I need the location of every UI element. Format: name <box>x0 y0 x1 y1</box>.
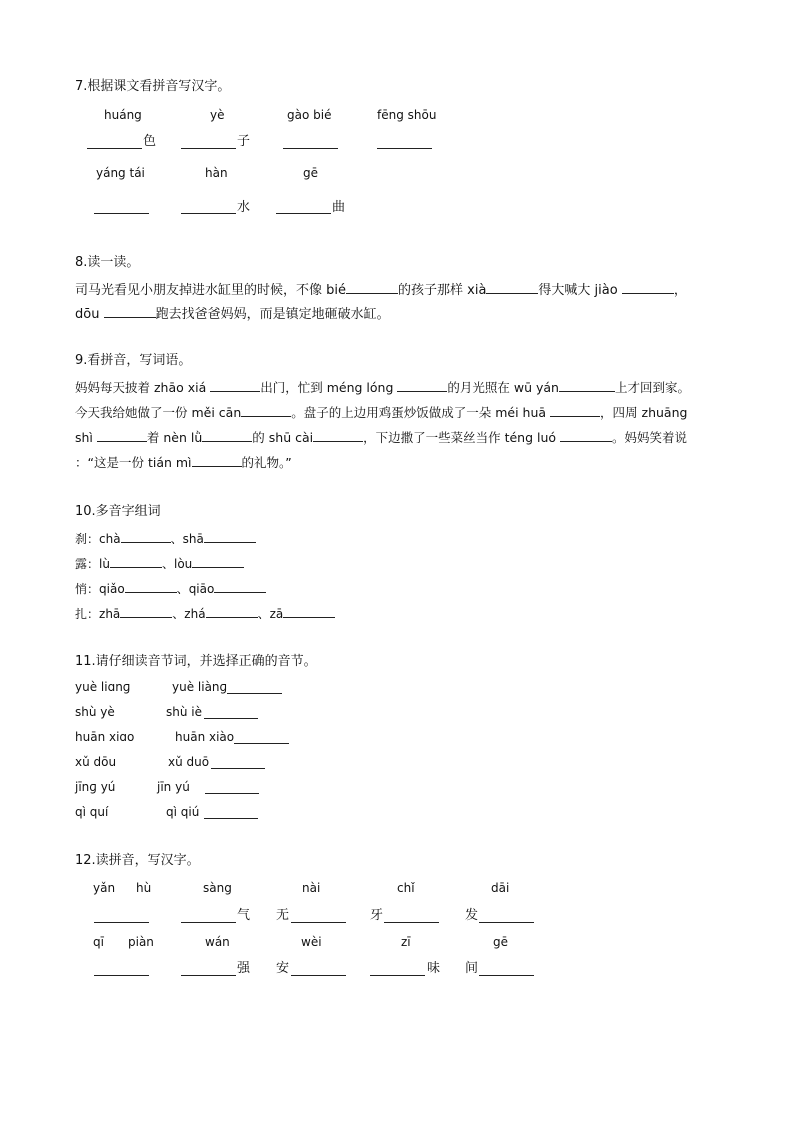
answer-blank[interactable] <box>313 429 363 442</box>
syllable-option: yuè liànɡ <box>172 680 228 694</box>
hanzi: 牙 <box>370 908 384 923</box>
pinyin: hàn <box>205 166 228 180</box>
q9-line2: 今天我给她做了一份 měi cān 。盘子的上边用鸡蛋炒饭做成了一朵 méi huā ，四周 zhuāng <box>75 405 688 420</box>
q10-row: 露：lù 、lòu <box>75 555 244 572</box>
pinyin: yǎn <box>93 881 116 895</box>
pinyin: piàn <box>128 935 154 949</box>
pinyin: fēng shōu <box>377 108 437 122</box>
hanzi: 曲 <box>332 200 346 215</box>
answer-blank[interactable] <box>479 922 534 923</box>
pinyin: wán <box>205 935 230 949</box>
answer-blank[interactable] <box>486 281 538 294</box>
syllable-option: jīnɡ yú <box>75 780 116 794</box>
syllable-option: huān xiɑo <box>75 730 135 744</box>
answer-blank[interactable] <box>202 429 252 442</box>
q10-row: 悄：qiǎo 、qiāo <box>75 580 266 597</box>
q10-title: 10.多音字组词 <box>75 504 161 519</box>
hanzi: 间 <box>465 961 479 976</box>
answer-blank[interactable] <box>346 281 398 294</box>
pinyin: gào bié <box>287 108 332 122</box>
pinyin: qī <box>93 935 104 949</box>
answer-blank[interactable] <box>550 404 600 417</box>
answer-blank[interactable] <box>204 718 258 719</box>
answer-blank[interactable] <box>125 580 177 593</box>
answer-blank[interactable] <box>214 580 266 593</box>
q10-row: 刹：chà 、shā <box>75 530 256 547</box>
answer-blank[interactable] <box>104 305 156 318</box>
answer-blank[interactable] <box>622 281 674 294</box>
answer-blank[interactable] <box>192 454 242 467</box>
pinyin: chǐ <box>397 881 415 895</box>
pinyin: sàng <box>203 881 232 895</box>
hanzi: 味 <box>427 961 441 976</box>
answer-blank[interactable] <box>181 148 236 149</box>
answer-blank[interactable] <box>276 213 331 214</box>
syllable-option: huān xiào <box>175 730 235 744</box>
answer-blank[interactable] <box>94 975 149 976</box>
syllable-option: yuè liɑnɡ <box>75 680 131 694</box>
answer-blank[interactable] <box>384 922 439 923</box>
pinyin: nài <box>302 881 321 895</box>
answer-blank[interactable] <box>560 429 612 442</box>
answer-blank[interactable] <box>97 429 147 442</box>
syllable-option: shù yè <box>75 705 115 719</box>
pinyin: yáng tái <box>96 166 145 180</box>
hanzi: 子 <box>237 134 251 149</box>
pinyin: yè <box>210 108 225 122</box>
answer-blank[interactable] <box>227 693 282 694</box>
syllable-option: shù iè <box>166 705 202 719</box>
q12-title: 12.读拼音，写汉字。 <box>75 853 200 868</box>
answer-blank[interactable] <box>181 213 236 214</box>
answer-blank[interactable] <box>210 379 260 392</box>
answer-blank[interactable] <box>87 148 142 149</box>
q9-title: 9.看拼音，写词语。 <box>75 353 192 368</box>
answer-blank[interactable] <box>234 743 289 744</box>
answer-blank[interactable] <box>110 555 162 568</box>
answer-blank[interactable] <box>283 605 335 618</box>
q8-line2: dōu 跑去找爸爸妈妈，而是镇定地砸破水缸。 <box>75 307 390 322</box>
hanzi: 安 <box>276 961 290 976</box>
answer-blank[interactable] <box>120 605 172 618</box>
syllable-option: qì quí <box>75 805 109 819</box>
q8-line1: 司马光看见小朋友掉进水缸里的时候，不像 bié 的孩子那样 xià 得大喊大 jiào ， <box>75 283 687 298</box>
hanzi: 发 <box>465 908 479 923</box>
pinyin: dāi <box>491 881 510 895</box>
q9-line1: 妈妈每天披着 zhāo xiá 出门，忙到 méng lóng 的月光照在 wū yán 上才回到家。 <box>75 380 690 395</box>
hanzi: 水 <box>237 200 251 215</box>
pinyin: wèi <box>301 935 322 949</box>
q8-title: 8.读一读。 <box>75 255 140 270</box>
answer-blank[interactable] <box>94 213 149 214</box>
answer-blank[interactable] <box>291 975 346 976</box>
pinyin: zī <box>401 935 411 949</box>
answer-blank[interactable] <box>291 922 346 923</box>
hanzi: 无 <box>276 908 290 923</box>
syllable-option: xǔ dōu <box>75 755 117 769</box>
answer-blank[interactable] <box>211 768 265 769</box>
q9-line3: shì 着 nèn lǜ 的 shū cài ，下边撒了一些菜丝当作 téng luó 。妈妈笑着说 <box>75 430 688 445</box>
pinyin: huáng <box>104 108 142 122</box>
answer-blank[interactable] <box>283 148 338 149</box>
q10-row: 扎：zhā 、zhá 、zā <box>75 605 335 622</box>
syllable-option: xǔ duō <box>168 755 210 769</box>
syllable-option: jīn yú <box>157 780 190 794</box>
answer-blank[interactable] <box>181 922 236 923</box>
answer-blank[interactable] <box>479 975 534 976</box>
q7-title: 7.根据课文看拼音写汉字。 <box>75 79 231 94</box>
answer-blank[interactable] <box>377 148 432 149</box>
pinyin: hù <box>136 881 152 895</box>
answer-blank[interactable] <box>204 818 258 819</box>
hanzi: 色 <box>143 134 157 149</box>
q11-title: 11.请仔细读音节词，并选择正确的音节。 <box>75 654 317 669</box>
answer-blank[interactable] <box>121 530 171 543</box>
hanzi: 强 <box>237 961 251 976</box>
answer-blank[interactable] <box>181 975 236 976</box>
pinyin: gē <box>303 166 318 180</box>
answer-blank[interactable] <box>370 975 425 976</box>
answer-blank[interactable] <box>192 555 244 568</box>
answer-blank[interactable] <box>205 793 259 794</box>
answer-blank[interactable] <box>204 530 256 543</box>
hanzi: 气 <box>237 908 251 923</box>
pinyin: gē <box>493 935 508 949</box>
syllable-option: qì qiú <box>166 805 200 819</box>
answer-blank[interactable] <box>559 379 615 392</box>
answer-blank[interactable] <box>206 605 258 618</box>
answer-blank[interactable] <box>397 379 447 392</box>
answer-blank[interactable] <box>94 922 149 923</box>
answer-blank[interactable] <box>241 404 291 417</box>
q9-line4: ：“这是一份 tián mì 的礼物。” <box>75 455 292 470</box>
